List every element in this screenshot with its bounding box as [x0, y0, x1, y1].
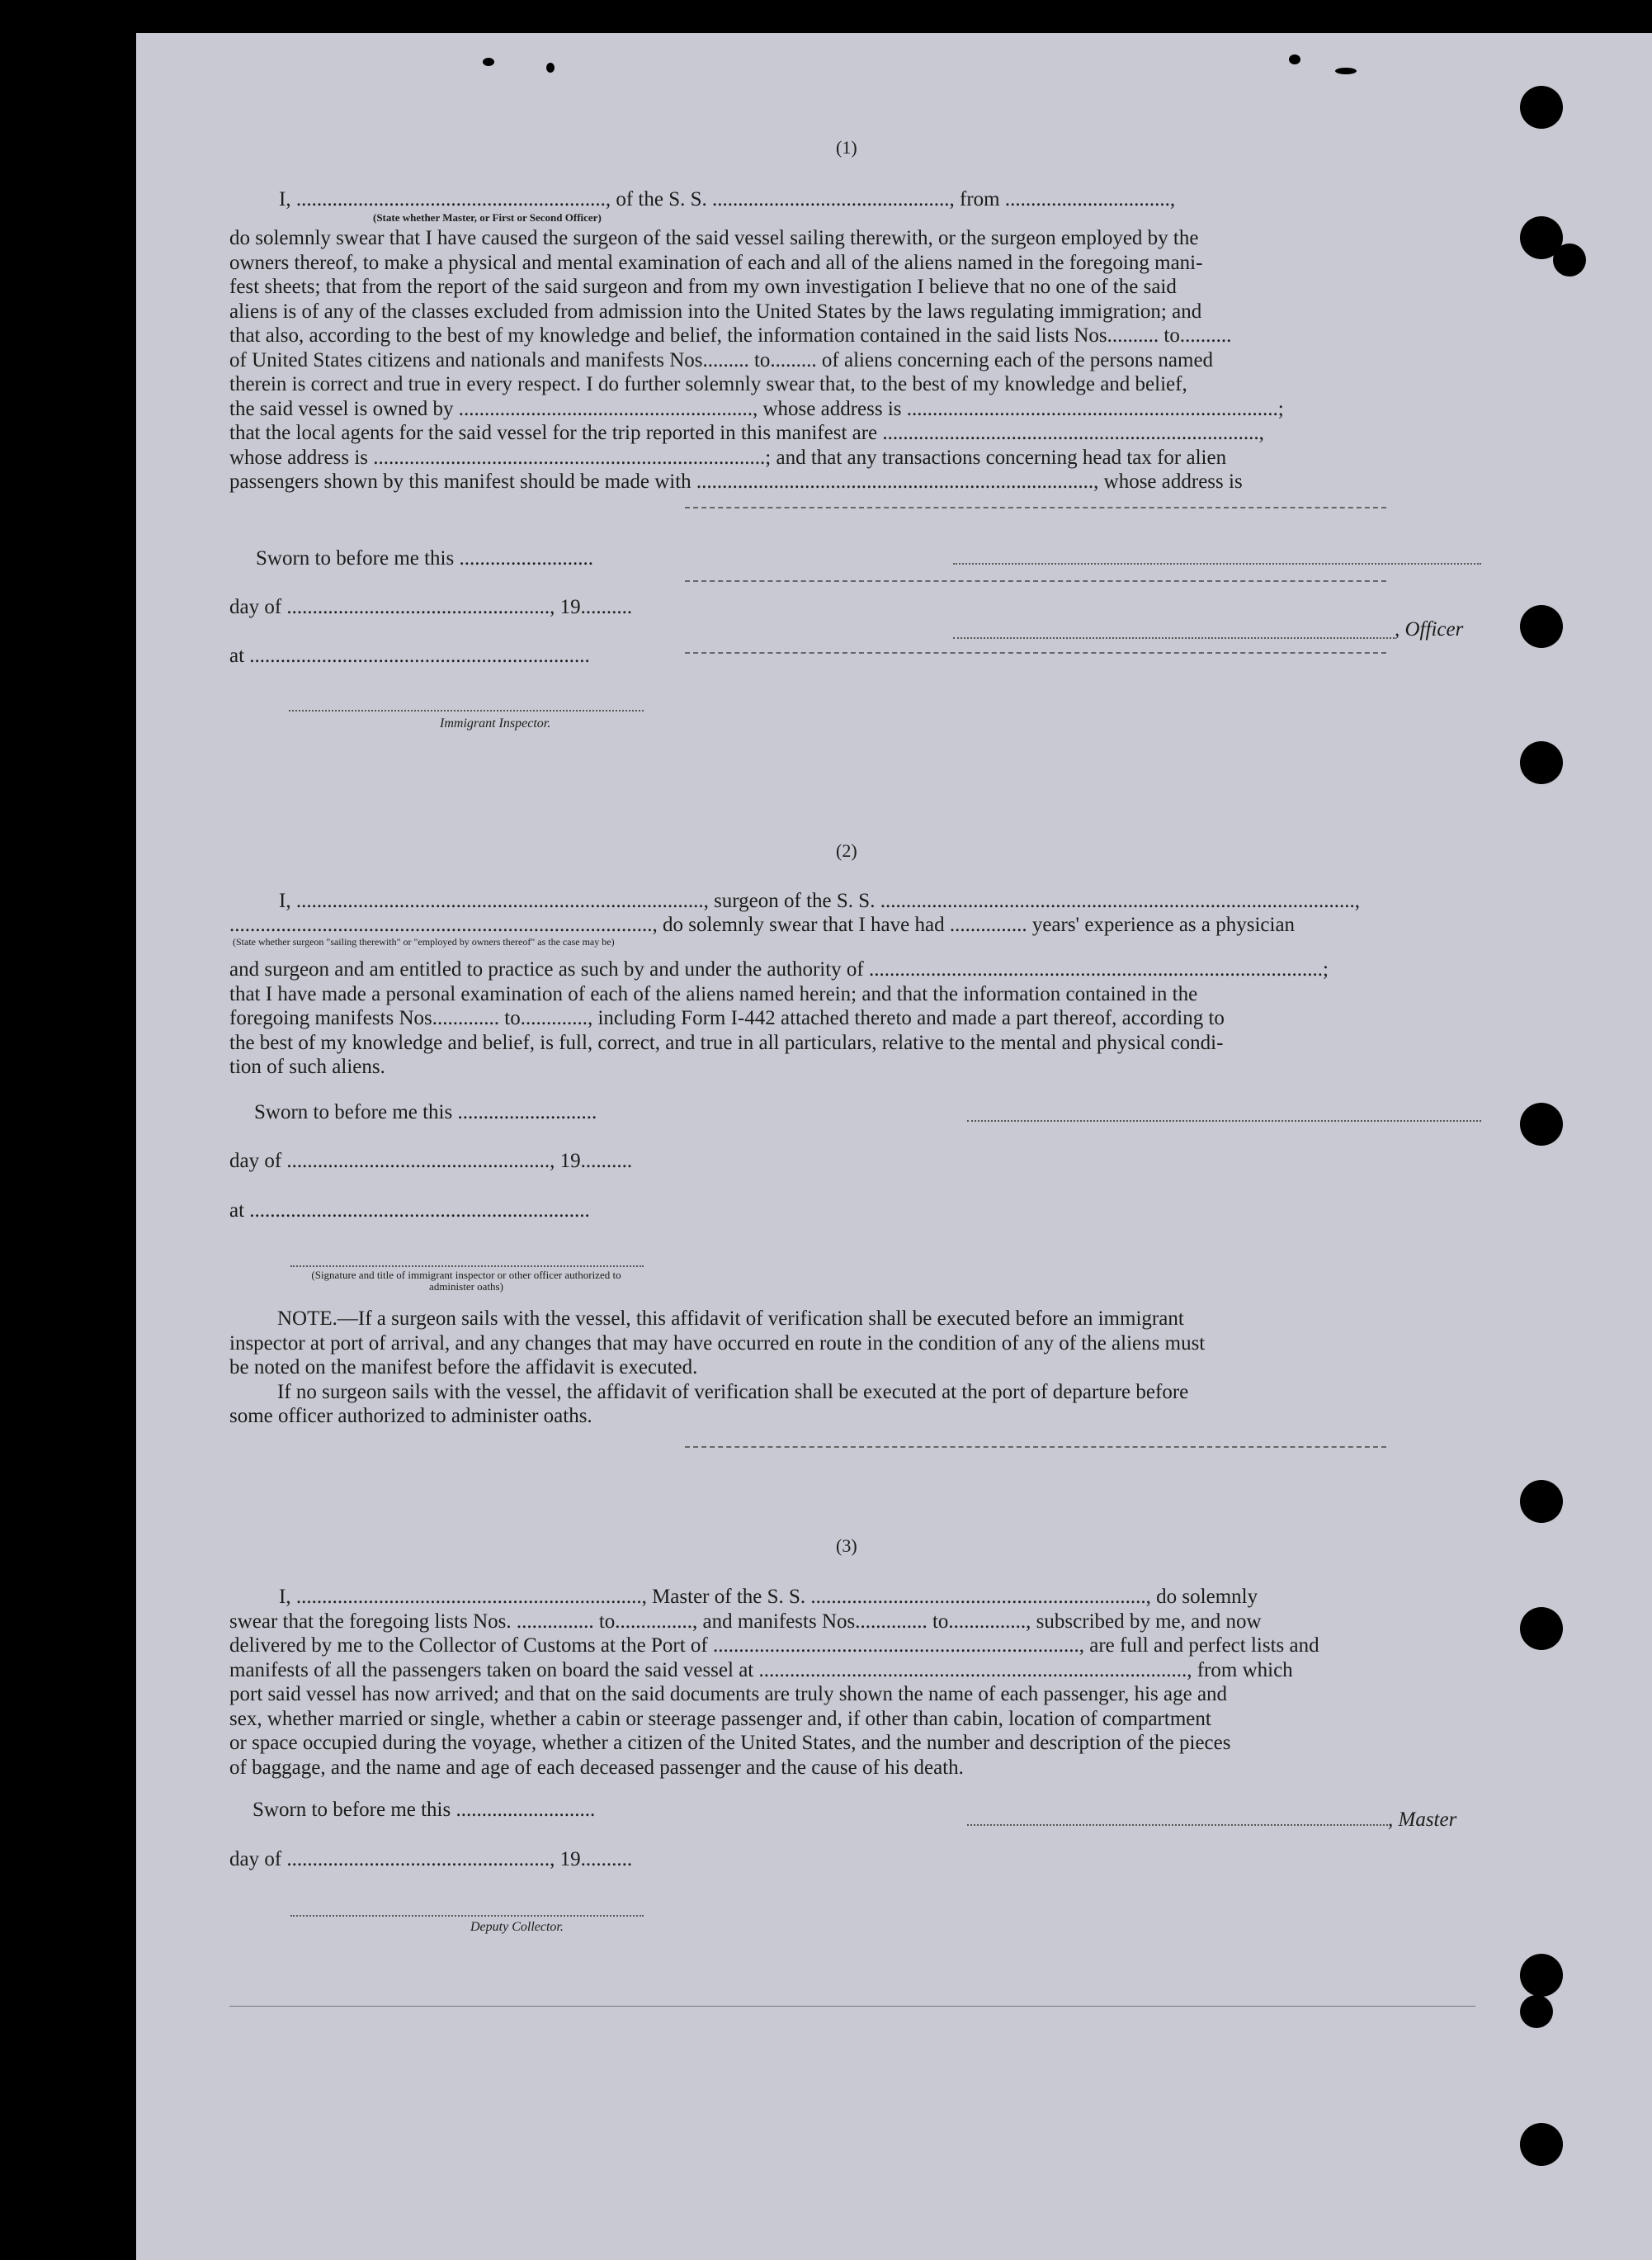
punch-hole: [1520, 2123, 1563, 2166]
paragraph-line: foregoing manifests Nos............. to............., including Form I-442 attached thereto and made a part thereof, according to: [229, 1007, 1225, 1029]
signature-label: Deputy Collector.: [470, 1920, 564, 1934]
paragraph-line: sex, whether married or single, whether a cabin or steerage passenger and, if other than cabin, location of compartment: [229, 1707, 1211, 1730]
paragraph-line: whose address is ............................................................................; and that any transactions concerning head tax for alien: [229, 446, 1227, 469]
oath-line: I, ............................................................, of the S. S. .............................................., from ................................,: [279, 188, 1176, 210]
punch-hole: [1520, 605, 1563, 648]
paragraph-line: that also, according to the best of my knowledge and belief, the information contained in the said lists Nos.......... to..........: [229, 324, 1232, 347]
ink-speck: [31, 1878, 36, 1969]
paragraph-line: that I have made a personal examination of each of the aliens named herein; and that the information contained in the: [229, 982, 1198, 1005]
paragraph-line: aliens is of any of the classes excluded from admission into the United States by the laws regulating immigration; and: [229, 300, 1202, 323]
master-signature-line: [967, 1824, 1388, 1826]
day-line: day of ..................................................., 19..........: [229, 1848, 633, 1870]
punch-hole: [1520, 1480, 1563, 1523]
paragraph-line: swear that the foregoing lists Nos. ............... to..............., and manifests Nos.............. to..............., subscribed by me, and now: [229, 1610, 1262, 1633]
punch-hole: [1520, 1103, 1563, 1146]
paragraph-line: owners thereof, to make a physical and mental examination of each and all of the aliens named in the foregoing mani-: [229, 251, 1203, 274]
ink-speck: [1289, 54, 1300, 64]
sworn-line: Sworn to before me this ...........................: [253, 1799, 596, 1821]
signature-line: [967, 1120, 1481, 1122]
punch-hole: [1520, 1995, 1553, 2028]
paragraph-line: If no surgeon sails with the vessel, the affidavit of verification shall be executed at the port of departure before: [277, 1380, 1189, 1403]
bottom-rule: [229, 2006, 1475, 2007]
ink-speck: [1335, 68, 1357, 74]
section-number: (2): [836, 840, 857, 861]
dashed-line: [685, 580, 1386, 582]
section-number: (1): [836, 137, 857, 158]
ink-speck: [546, 63, 555, 73]
collector-signature-line: [290, 1915, 644, 1917]
field-caption: (State whether Master, or First or Second Officer): [373, 211, 602, 224]
oath-paragraph: [229, 226, 1482, 494]
signature-line: [953, 563, 1481, 565]
paragraph-line: port said vessel has now arrived; and that on the said documents are truly shown the name of each passenger, his age and: [229, 1683, 1228, 1705]
surgeon-line: I, ..............................................................................., surgeon of the S. S. ............................................................................................,: [279, 890, 1360, 912]
paragraph-line: fest sheets; that from the report of the said surgeon and from my own investigation I believe that no one of the said: [229, 276, 1177, 298]
paragraph-line: or space occupied during the voyage, whether a citizen of the United States, and the number and description of the pieces: [229, 1732, 1231, 1754]
sworn-line: Sworn to before me this ..........................: [256, 547, 593, 570]
signature-label: Immigrant Inspector.: [440, 716, 551, 730]
paragraph-line: I, ..................................................................., Master of the S. S. ................................................................., do solemnly: [279, 1586, 1258, 1608]
at-line: at ..................................................................: [229, 645, 590, 667]
ink-speck: [23, 1795, 28, 1845]
signature-caption: (Signature and title of immigrant inspector or other officer authorized to administer oaths): [311, 1269, 621, 1293]
paragraph-line: the said vessel is owned by ........................................................., whose address is ........................................................................;: [229, 397, 1284, 420]
punch-hole: [1520, 86, 1563, 129]
surgeon-paragraph: [229, 957, 1482, 1080]
inspector-signature-line: [290, 1265, 644, 1267]
at-line: at ..................................................................: [229, 1199, 590, 1222]
paragraph-line: of United States citizens and nationals and manifests Nos......... to......... of aliens concerning each of the persons named: [229, 348, 1214, 371]
paragraph-line: inspector at port of arrival, and any changes that may have occurred en route in the condition of any of the aliens must: [229, 1331, 1206, 1355]
paragraph-line: some officer authorized to administer oaths.: [229, 1405, 592, 1427]
master-paragraph: [229, 1585, 1482, 1780]
master-label: , Master: [1388, 1808, 1457, 1831]
paragraph-line: delivered by me to the Collector of Customs at the Port of ......................................................................., are full and perfect lists and: [229, 1634, 1319, 1657]
ink-speck: [483, 58, 494, 66]
punch-hole: [1520, 1607, 1563, 1650]
officer-label: , Officer: [1395, 618, 1464, 641]
paragraph-line: [229, 1307, 1482, 1331]
note-paragraph: [229, 1307, 1482, 1429]
paragraph-line: be noted on the manifest before the affidavit is executed.: [229, 1356, 698, 1378]
paragraph-line: that the local agents for the said vessel for the trip reported in this manifest are .........................................................................,: [229, 422, 1264, 444]
punch-hole: [1553, 243, 1586, 277]
paragraph-line: therein is correct and true in every respect. I do further solemnly swear that, to the best of my knowledge and belief,: [229, 373, 1187, 395]
field-caption: (State whether surgeon "sailing therewith" or "employed by owners thereof" as the case may be): [233, 936, 615, 948]
dashed-line: [685, 1446, 1386, 1448]
punch-hole: [1520, 741, 1563, 784]
paragraph-line: manifests of all the passengers taken on board the said vessel at ..................................................................................., from which: [229, 1658, 1293, 1681]
paragraph-line: and surgeon and am entitled to practice as such by and under the authority of ........................................................................................;: [229, 958, 1329, 981]
dashed-line: [685, 652, 1386, 654]
day-line: day of ..................................................., 19..........: [229, 596, 633, 618]
paragraph-line: do solemnly swear that I have caused the surgeon of the said vessel sailing therewith, or the surgeon employed by the: [229, 227, 1199, 249]
note-label: NOTE.: [277, 1307, 337, 1330]
paragraph-line: passengers shown by this manifest should be made with ............................................................................., whose address is: [229, 470, 1243, 493]
officer-signature-line: [953, 637, 1395, 639]
sworn-line: Sworn to before me this ...........................: [254, 1101, 597, 1123]
dashed-line: [685, 507, 1386, 508]
note-text: —If a surgeon sails with the vessel, this affidavit of verification shall be executed before an immigrant: [337, 1307, 1184, 1330]
section-number: (3): [836, 1535, 857, 1556]
inspector-signature-line: [289, 710, 644, 712]
day-line: day of ..................................................., 19..........: [229, 1150, 633, 1172]
paragraph-line: tion of such aliens.: [229, 1056, 385, 1078]
punch-hole: [1520, 1954, 1563, 1997]
paragraph-line: the best of my knowledge and belief, is full, correct, and true in all particulars, relative to the mental and physical condi-: [229, 1031, 1224, 1054]
paragraph-line: of baggage, and the name and age of each deceased passenger and the cause of his death.: [229, 1756, 964, 1779]
surgeon-line: .................................................................................., do solemnly swear that I have had ............... years' experience as a physician: [229, 914, 1296, 936]
